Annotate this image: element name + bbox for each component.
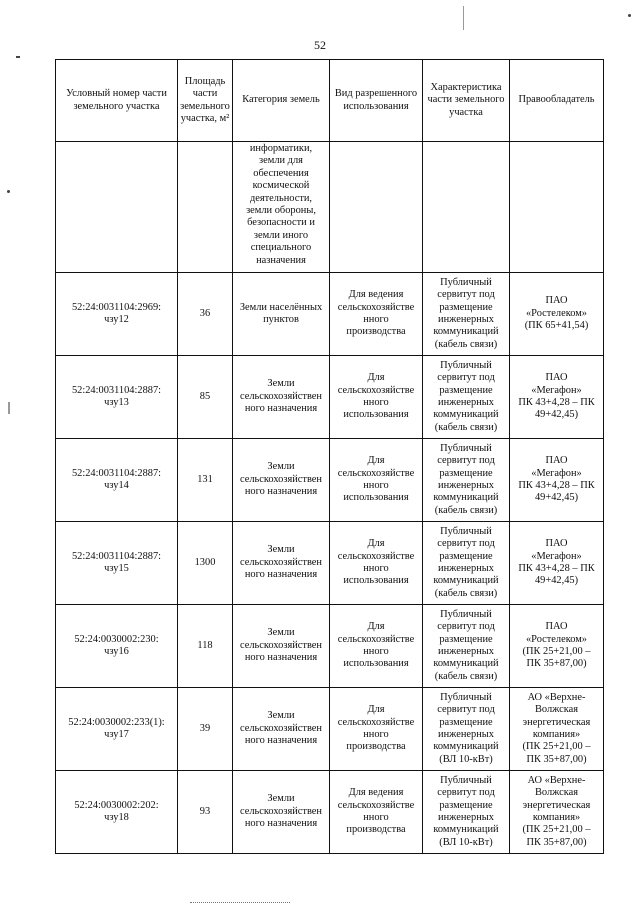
cell-use: Для сельскохозяйстве нного использования [330, 605, 423, 688]
table-row [56, 688, 604, 771]
cell-characteristic: Публичный сервитут под размещение инженерных коммуникаций (кабель связи) [423, 605, 510, 688]
header-area: Площадь части земельного участка, м² [178, 60, 233, 142]
cell-category: Земли сельскохозяйствен ного назначения [233, 522, 330, 605]
cell-characteristic: Публичный сервитут под размещение инженерных коммуникаций (кабель связи) [423, 439, 510, 522]
cell-owner: ПАО «Мегафон» ПК 43+4,28 – ПК 49+42,45) [510, 522, 604, 605]
cell-characteristic: Публичный сервитут под размещение инженерных коммуникаций (кабель связи) [423, 273, 510, 356]
cell-number: 52:24:0030002:233(1): чзу17 [56, 688, 178, 771]
header-characteristic: Характеристика части земельного участка [423, 60, 510, 142]
cell-characteristic: Публичный сервитут под размещение инженерных коммуникаций (кабель связи) [423, 522, 510, 605]
cell-category: Земли сельскохозяйствен ного назначения [233, 771, 330, 854]
cell-owner: ПАО «Ростелеком» (ПК 25+21,00 – ПК 35+87,00) [510, 605, 604, 688]
cell-owner: ПАО «Мегафон» ПК 43+4,28 – ПК 49+42,45) [510, 356, 604, 439]
table-row [56, 522, 604, 605]
cell-number: 52:24:0030002:202: чзу18 [56, 771, 178, 854]
cell-number: 52:24:0031104:2887: чзу15 [56, 522, 178, 605]
cell-owner: АО «Верхне- Волжская энергетическая компания» (ПК 25+21,00 – ПК 35+87,00) [510, 771, 604, 854]
cell-number: 52:24:0030002:230: чзу16 [56, 605, 178, 688]
cell-use: Для сельскохозяйстве нного использования [330, 439, 423, 522]
cell-category: Земли сельскохозяйствен ного назначения [233, 605, 330, 688]
cell-area: 93 [178, 771, 233, 854]
scan-mark [628, 14, 631, 17]
cell-category: Земли сельскохозяйствен ного назначения [233, 356, 330, 439]
cell-number: 52:24:0031104:2887: чзу14 [56, 439, 178, 522]
cell-category: Земли сельскохозяйствен ного назначения [233, 439, 330, 522]
table-row [56, 771, 604, 854]
table-header-row [56, 60, 604, 142]
scan-mark [7, 190, 10, 193]
table-row [56, 605, 604, 688]
cell-number: 52:24:0031104:2887: чзу13 [56, 356, 178, 439]
header-parcel-number: Условный номер части земельного участка [56, 60, 178, 142]
cell-use: Для сельскохозяйстве нного использования [330, 356, 423, 439]
cell-characteristic: Публичный сервитут под размещение инженерных коммуникаций (ВЛ 10-кВт) [423, 688, 510, 771]
cell-area: 1300 [178, 522, 233, 605]
scan-mark [16, 56, 20, 58]
cell-characteristic: Публичный сервитут под размещение инженерных коммуникаций (кабель связи) [423, 356, 510, 439]
scan-mark [8, 402, 10, 414]
page-number: 52 [314, 38, 326, 52]
cell-area: 131 [178, 439, 233, 522]
cell-use: Для ведения сельскохозяйстве нного производства [330, 771, 423, 854]
cell-area: 39 [178, 688, 233, 771]
table-row [56, 356, 604, 439]
table-row [56, 273, 604, 356]
scan-line [190, 902, 290, 903]
cell-owner: ПАО «Мегафон» ПК 43+4,28 – ПК 49+42,45) [510, 439, 604, 522]
cell-characteristic: Публичный сервитут под размещение инженерных коммуникаций (ВЛ 10-кВт) [423, 771, 510, 854]
cell-number [56, 142, 178, 273]
scan-mark [463, 6, 464, 30]
cell-area [178, 142, 233, 273]
cell-area: 36 [178, 273, 233, 356]
cell-owner: АО «Верхне- Волжская энергетическая компания» (ПК 25+21,00 – ПК 35+87,00) [510, 688, 604, 771]
cell-area: 85 [178, 356, 233, 439]
cell-use: Для сельскохозяйстве нного использования [330, 522, 423, 605]
cell-characteristic [423, 142, 510, 273]
cell-number: 52:24:0031104:2969: чзу12 [56, 273, 178, 356]
cell-use [330, 142, 423, 273]
cell-category: информатики, земли для обеспечения космической деятельности, земли обороны, безопасности и земли иного специального назначения [233, 142, 330, 273]
cell-use: Для ведения сельскохозяйстве нного производства [330, 273, 423, 356]
cell-use: Для сельскохозяйстве нного производства [330, 688, 423, 771]
cell-owner [510, 142, 604, 273]
cell-area: 118 [178, 605, 233, 688]
cell-category: Земли населённых пунктов [233, 273, 330, 356]
header-owner: Правообладатель [510, 60, 604, 142]
cell-category: Земли сельскохозяйствен ного назначения [233, 688, 330, 771]
table-row-continuation [56, 142, 604, 273]
table-row [56, 439, 604, 522]
header-land-category: Категория земель [233, 60, 330, 142]
header-permitted-use: Вид разрешенного использования [330, 60, 423, 142]
land-parcels-table [55, 59, 604, 854]
cell-owner: ПАО «Ростелеком» (ПК 65+41,54) [510, 273, 604, 356]
